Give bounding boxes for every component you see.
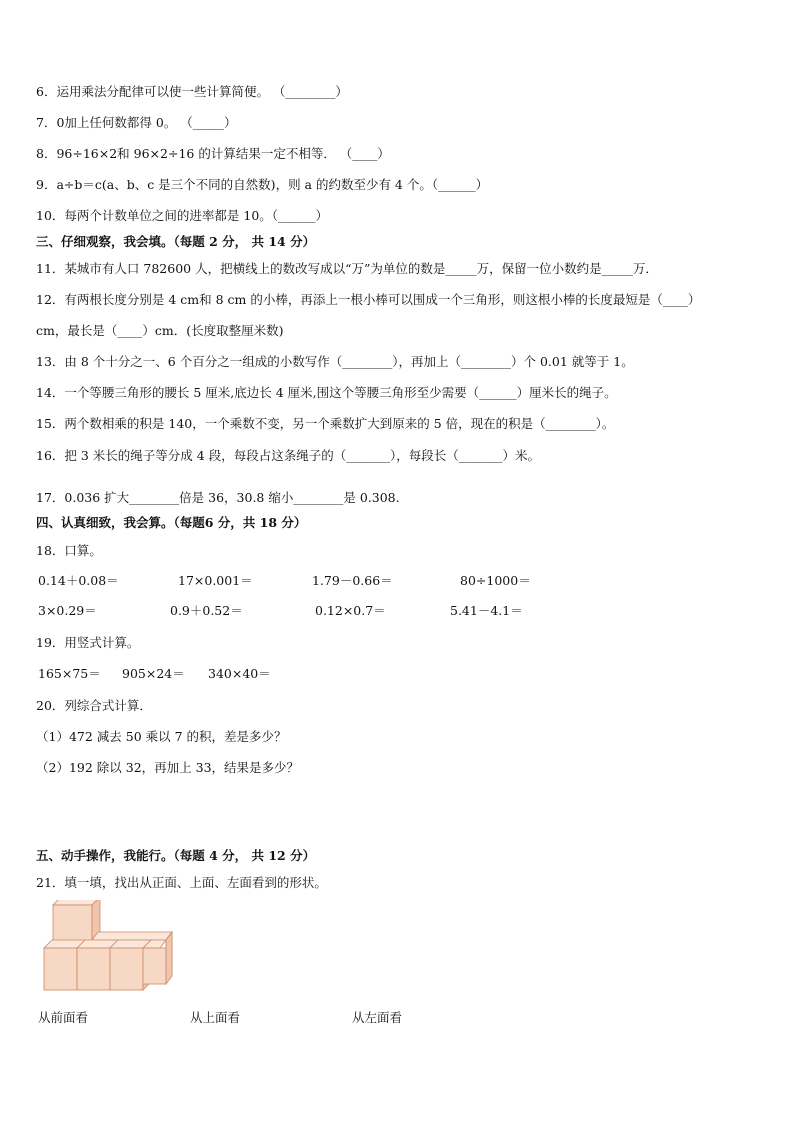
oral-item: 0.12×0.7＝ — [315, 603, 386, 618]
q13: 13．由 8 个十分之一、6 个百分之一组成的小数写作（________），再加上（________）个 0.01 就等于 1。 — [36, 354, 634, 369]
q14: 14．一个等腰三角形的腰长 5 厘米,底边长 4 厘米,围这个等腰三角形至少需要（______）厘米长的绳子。 — [36, 385, 617, 400]
vertical-item: 165×75＝ — [38, 666, 101, 681]
q19: 19．用竖式计算。 — [36, 635, 140, 650]
q6: 6．运用乘法分配律可以使一些计算简便。 （________） — [36, 84, 348, 99]
q20-part2: （2）192 除以 32，再加上 33，结果是多少？ — [36, 760, 300, 775]
vertical-item: 340×40＝ — [208, 666, 271, 681]
q16: 16．把 3 米长的绳子等分成 4 段，每段占这条绳子的（_______），每段长（_______）米。 — [36, 448, 540, 463]
q20: 20．列综合式计算． — [36, 698, 152, 713]
q9: 9．a÷b＝c(a、b、c 是三个不同的自然数)，则 a 的约数至少有 4 个。（______） — [36, 177, 489, 192]
q15: 15．两个数相乘的积是 140，一个乘数不变，另一个乘数扩大到原来的 5 倍，现在的积是（________）。 — [36, 416, 615, 431]
view-label-top: 从上面看 — [190, 1010, 241, 1025]
oral-item: 5.41－4.1＝ — [450, 603, 523, 618]
oral-item: 17×0.001＝ — [178, 573, 253, 588]
q18: 18．口算。 — [36, 543, 102, 558]
q8: 8．96÷16×2和 96×2÷16 的计算结果一定不相等． （____） — [36, 146, 390, 161]
section-3-heading: 三、仔细观察，我会填。（每题 2 分， 共 14 分） — [36, 234, 316, 249]
oral-item: 0.14＋0.08＝ — [38, 573, 119, 588]
oral-item: 80÷1000＝ — [460, 573, 531, 588]
q20-part1: （1）472 减去 50 乘以 7 的积，差是多少？ — [36, 729, 287, 744]
oral-item: 3×0.29＝ — [38, 603, 97, 618]
view-label-left: 从左面看 — [352, 1010, 403, 1025]
vertical-item: 905×24＝ — [122, 666, 185, 681]
oral-item: 0.9＋0.52＝ — [170, 603, 243, 618]
q17: 17．0.036 扩大________倍是 36，30.8 缩小________是 0.308. — [36, 490, 400, 505]
q11: 11．某城市有人口 782600 人，把横线上的数改写成以“万”为单位的数是_____万，保留一位小数约是_____万． — [36, 261, 658, 276]
section-4-heading: 四、认真细致，我会算。（每题6 分，共 18 分） — [36, 515, 307, 530]
q12-line1: 12．有两根长度分别是 4 cm和 8 cm 的小棒，再添上一根小棒可以围成一个三角形，则这根小棒的长度最短是（____） — [36, 292, 701, 307]
q7: 7．0加上任何数都得 0。 （_____） — [36, 115, 237, 130]
q10: 10．每两个计数单位之间的进率都是 10。（______） — [36, 208, 329, 223]
section-5-heading: 五、动手操作，我能行。（每题 4 分， 共 12 分） — [36, 848, 316, 863]
oral-item: 1.79－0.66＝ — [312, 573, 393, 588]
q12-line2: cm，最长是（____）cm．(长度取整厘米数) — [36, 323, 284, 338]
view-label-front: 从前面看 — [38, 1010, 89, 1025]
cube-stack-figure — [40, 900, 175, 995]
q21: 21．填一填，找出从正面、上面、左面看到的形状。 — [36, 875, 327, 890]
